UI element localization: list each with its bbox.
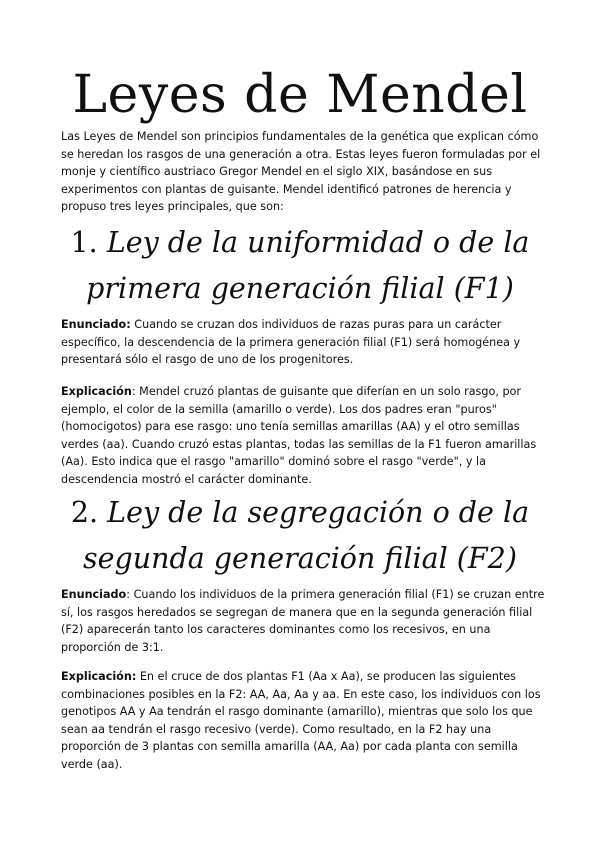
section-1-explicacion-text: : Mendel cruzó plantas de guisante que diferían en un solo rasgo, por ejemplo, el color de la semilla (amarillo o verde). Los dos padres eran "puros" (homocigotos) para ese rasgo: uno tenía semillas amarillas (AA) y el otro semillas verdes (aa). Cuando cruzó estas plantas, todas las semillas de la F1 fueron amarillas (Aa). Esto indica que el rasgo "amarillo" dominó sobre el rasgo "verde", y la descendencia mostró el carácter dominante. xyxy=(61,385,537,486)
section-1-enunciado xyxy=(61,316,547,369)
page-title: Leyes de Mendel xyxy=(72,65,528,125)
intro-paragraph: Las Leyes de Mendel son principios fundamentales de la genética que explican cómo se heredan los rasgos de una generación a otra. Estas leyes fueron formuladas por el monje y científico austriaco Gregor Mendel en el siglo XIX, basándose en sus experimentos con plantas de guisante. Mendel identificó patrones de herencia y propuso tres leyes principales, que son: xyxy=(61,130,541,214)
section-1-number: 1. xyxy=(70,226,98,259)
section-2-number: 2. xyxy=(70,496,99,529)
section-2-heading xyxy=(40,490,560,582)
section-1-enunciado-label: Enunciado: xyxy=(61,318,131,331)
section-2-enunciado xyxy=(61,586,547,656)
section-2-enunciado-text: : Cuando los individuos de la primera generación filial (F1) se cruzan entre sí, los rasgos heredados se segregan de manera que en la segunda generación filial (F2) aparecerán tanto los caracteres dominantes como los recesivos, en una proporción de 3:1. xyxy=(61,588,545,654)
section-1-heading xyxy=(40,220,560,312)
section-2-enunciado-label: Enunciado xyxy=(61,588,127,601)
section-2-explicacion-text: En el cruce de dos plantas F1 (Aa x Aa), se producen las siguientes combinaciones posibles en la F2: AA, Aa, Aa y aa. En este caso, los individuos con los genotipos AA y Aa tendrán el rasgo dominante (amarillo), mientras que solo los que sean aa tendrán el rasgo recesivo (verde). Como resultado, en la F2 hay una proporción de 3 plantas con semilla amarilla (AA, Aa) por cada planta con semilla verde (aa). xyxy=(61,670,541,771)
section-2-explicacion-label: Explicación: xyxy=(61,670,137,683)
section-1-explicacion-label: Explicación xyxy=(61,385,132,398)
section-2-explicacion xyxy=(61,668,547,774)
section-1-explicacion xyxy=(61,383,547,489)
section-2-heading-text: Ley de la segregación o de la segunda generación filial (F2) xyxy=(83,496,530,575)
section-1-heading-text: Ley de la uniformidad o de la primera generación filial (F1) xyxy=(86,226,530,305)
section-1-enunciado-text: Cuando se cruzan dos individuos de razas puras para un carácter específico, la descendencia de la primera generación filial (F1) será homogénea y presentará sólo el rasgo de uno de los progenitores. xyxy=(61,318,521,367)
